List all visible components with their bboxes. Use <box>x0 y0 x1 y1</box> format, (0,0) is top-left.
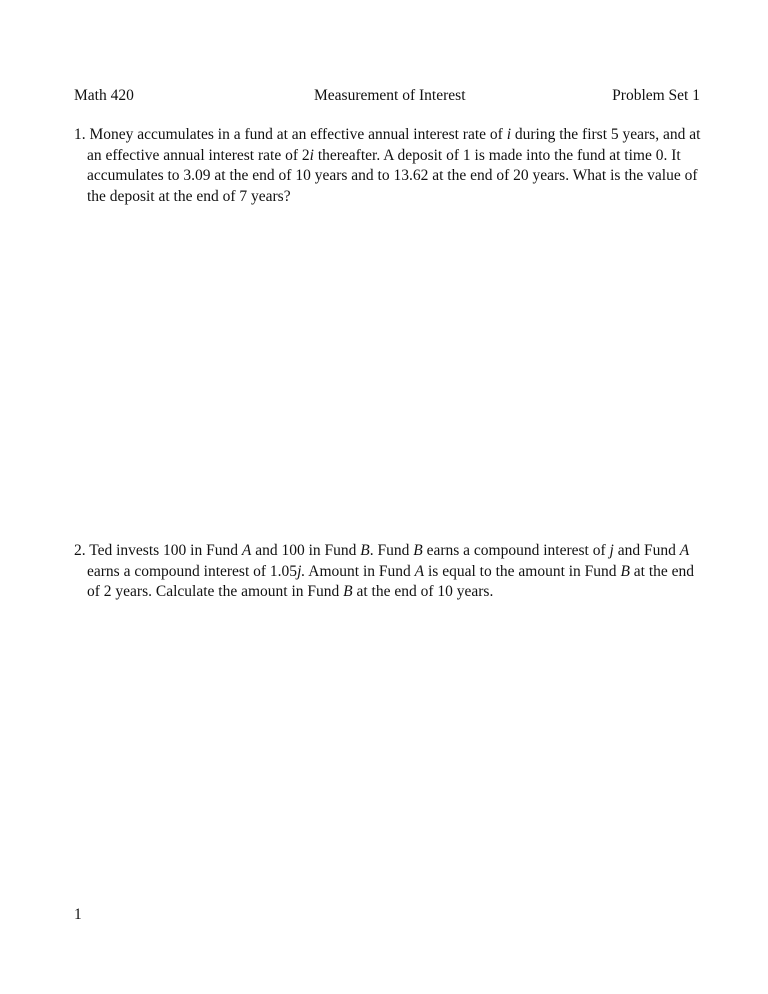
variable-i: i <box>506 126 511 143</box>
problem-1 <box>74 125 704 207</box>
variable-j: j <box>609 542 614 559</box>
text-segment: Ted invests 100 in Fund <box>89 542 242 559</box>
problem-number: 1. <box>74 126 86 143</box>
text-segment: during the first 5 years, and at an effective annual interest rate of 2 <box>87 126 701 164</box>
variable-fund-b: B <box>360 542 370 559</box>
text-segment: at the end of 10 years. <box>352 583 494 600</box>
text-segment: earns a compound interest of <box>422 542 610 559</box>
document-title: Measurement of Interest <box>314 87 466 104</box>
text-segment: and 100 in Fund <box>251 542 361 559</box>
variable-i: i <box>309 146 314 164</box>
problem-2 <box>74 541 704 603</box>
text-segment: and Fund <box>613 542 680 559</box>
text-segment: Amount in Fund <box>305 562 415 580</box>
variable-fund-b: B <box>620 562 630 580</box>
text-segment: . Fund <box>369 542 414 559</box>
problem-number: 2. <box>74 542 86 559</box>
text-segment: thereafter. A deposit of 1 is made into the fund at time 0. It accumulates to 3.09 at the end of 10 years and to 13.62 at the end of 20 years. What is the value of the deposit at the end of 7 years? <box>87 146 698 205</box>
text-segment: earns a compound interest of 1.05 <box>87 562 298 580</box>
problem-2-text <box>74 541 704 603</box>
page-number: 1 <box>74 906 82 923</box>
problem-set-label: Problem Set 1 <box>612 87 700 104</box>
variable-fund-a: A <box>679 542 690 559</box>
variable-fund-b: B <box>413 542 423 559</box>
text-segment: at the end of 2 years. Calculate the amount in Fund <box>87 562 695 600</box>
text-segment: is equal to the amount in Fund <box>424 562 621 580</box>
page-header <box>74 87 700 107</box>
variable-j: j. <box>297 562 306 580</box>
variable-fund-a: A <box>241 542 252 559</box>
variable-fund-b: B <box>343 583 353 600</box>
course-name: Math 420 <box>74 87 134 104</box>
problem-1-text <box>74 125 704 207</box>
text-segment: Money accumulates in a fund at an effective annual interest rate of <box>89 126 507 143</box>
variable-fund-a: A <box>414 562 425 580</box>
